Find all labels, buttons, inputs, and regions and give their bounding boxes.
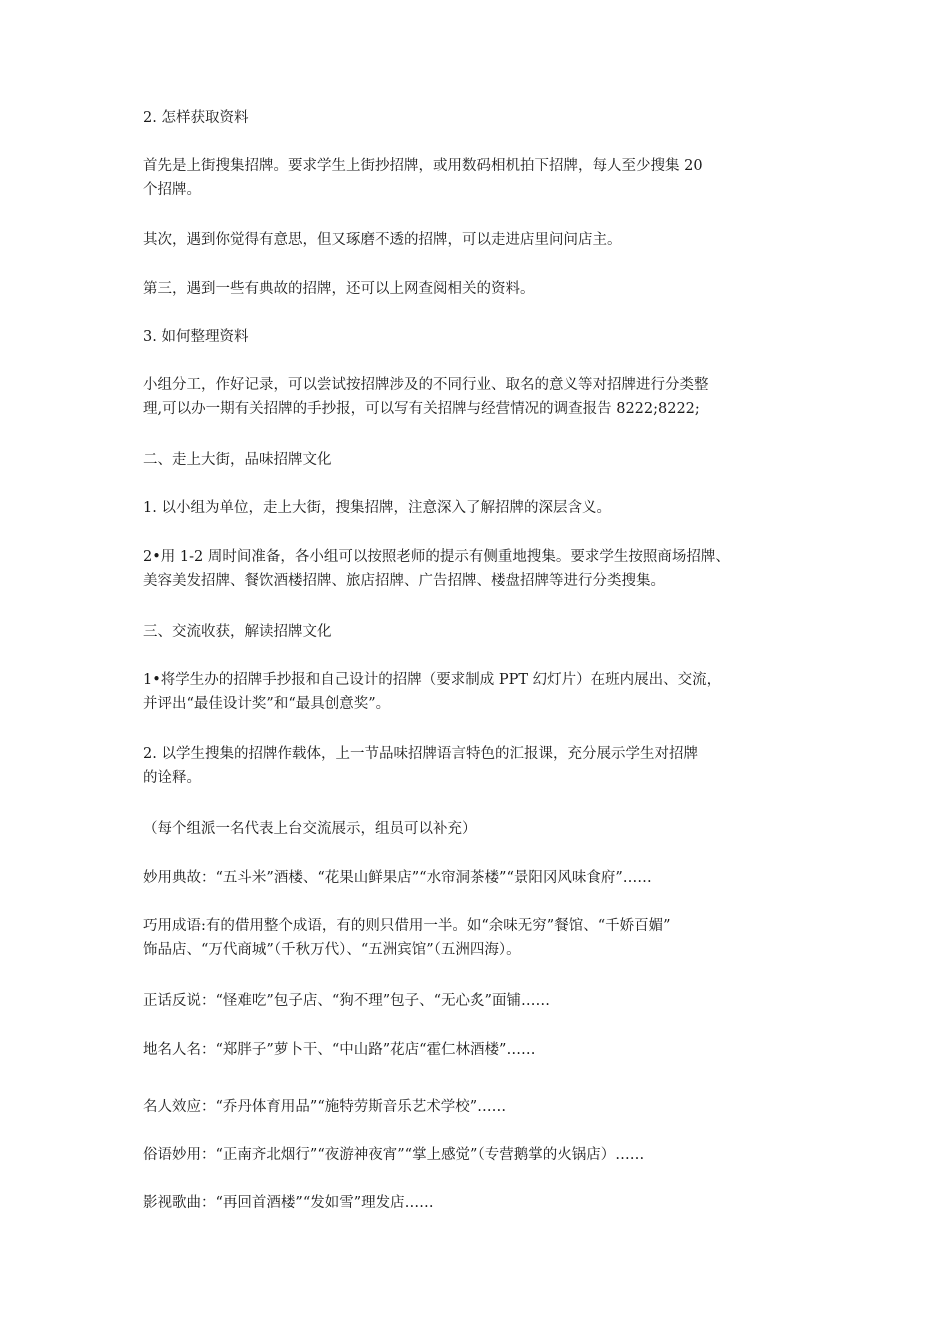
paragraph-first [143,154,823,202]
text-line: 3. 如何整理资料 [143,329,249,345]
text-line: 饰品店、“万代商城”（千秋万代）、“五洲宾馆”（五洲四海）。 [143,942,521,958]
heading-how-to-obtain [143,106,823,130]
paragraph-note [143,817,823,841]
text-line: 2. 怎样获取资料 [143,110,249,126]
text-line: 的诠释。 [143,770,201,786]
paragraph-proverb [143,1143,823,1167]
text-line: 影视歌曲：“再回首酒楼”“发如雪”理发店…… [143,1195,434,1211]
heading-how-to-organize [143,325,823,349]
text-line: 首先是上街搜集招牌。要求学生上街抄招牌，或用数码相机拍下招牌，每人至少搜集 20 [143,158,703,174]
text-line: 巧用成语:有的借用整个成语，有的则只借用一半。如“余味无穷”餐馆、“千娇百媚” [143,918,671,934]
text-line: 俗语妙用：“正南齐北烟行”“夜游神夜宵”“掌上感觉”（专营鹅掌的火锅店）…… [143,1147,645,1163]
text-line: 1. 以小组为单位，走上大街，搜集招牌，注意深入了解招牌的深层含义。 [143,500,611,516]
paragraph-second [143,228,823,252]
text-line: 三、交流收获，解读招牌文化 [143,624,332,640]
paragraph-celebrity [143,1095,823,1119]
text-line: 2•用 1-2 周时间准备，各小组可以按照老师的提示有侧重地搜集。要求学生按照商场招牌、 [143,549,730,565]
text-line: （每个组派一名代表上台交流展示，组员可以补充） [143,821,477,837]
paragraph-group-work [143,373,823,421]
paragraph-idiom [143,914,823,962]
text-line: 第三，遇到一些有典故的招牌，还可以上网查阅相关的资料。 [143,281,535,297]
text-line: 1•将学生办的招牌手抄报和自己设计的招牌（要求制成 PPT 幻灯片）在班内展出、交流， [143,672,722,688]
text-line: 二、走上大街，品味招牌文化 [143,452,332,468]
text-line: 理,可以办一期有关招牌的手抄报，可以写有关招牌与经营情况的调查报告 8222;8222; [143,401,700,417]
text-line: 正话反说：“怪难吃”包子店、“狗不理”包子、“无心炙”面铺…… [143,993,550,1009]
text-line: 其次，遇到你觉得有意思，但又琢磨不透的招牌，可以走进店里问问店主。 [143,232,622,248]
text-line: 并评出“最佳设计奖”和“最具创意奖”。 [143,696,391,712]
paragraph-exhibit [143,668,823,716]
paragraph-place-names [143,1038,823,1062]
paragraph-preparation [143,545,823,593]
text-line: 地名人名：“郑胖子”萝卜干、“中山路”花店“霍仁林酒楼”…… [143,1042,536,1058]
paragraph-allusion [143,866,823,890]
text-line: 小组分工，作好记录，可以尝试按招牌涉及的不同行业、取名的意义等对招牌进行分类整 [143,377,709,393]
text-line: 妙用典故：“五斗米”酒楼、“花果山鲜果店”“水帘洞茶楼”“景阳冈风味食府”…… [143,870,652,886]
text-line: 名人效应：“乔丹体育用品”“施特劳斯音乐艺术学校”…… [143,1099,507,1115]
text-line: 2. 以学生搜集的招牌作载体，上一节品味招牌语言特色的汇报课，充分展示学生对招牌 [143,746,698,762]
paragraph-report-class [143,742,823,790]
paragraph-third [143,277,823,301]
paragraph-film-song [143,1191,823,1215]
section-heading-two [143,448,823,472]
text-line: 美容美发招牌、餐饮酒楼招牌、旅店招牌、广告招牌、楼盘招牌等进行分类搜集。 [143,573,665,589]
text-line: 个招牌。 [143,182,201,198]
paragraph-irony [143,989,823,1013]
section-heading-three [143,620,823,644]
paragraph-group-unit [143,496,823,520]
